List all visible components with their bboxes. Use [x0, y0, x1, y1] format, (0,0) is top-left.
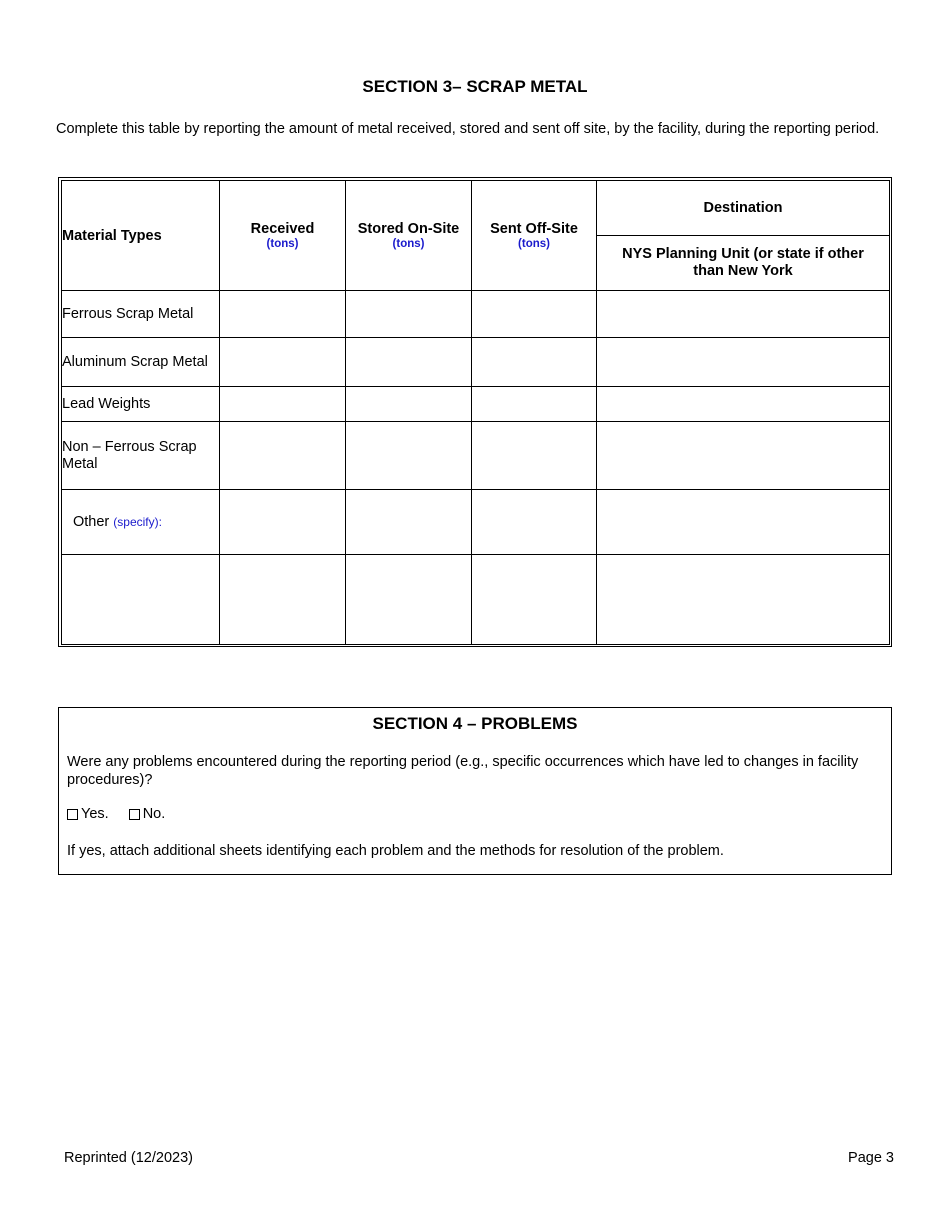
header-received-unit: (tons): [266, 238, 299, 250]
row-label-non-ferrous: Non – Ferrous Scrap Metal: [62, 422, 220, 490]
section4-title: SECTION 4 – PROBLEMS: [372, 714, 578, 733]
section4-note: If yes, attach additional sheets identifying each problem and the methods for resolution of the problem.: [67, 843, 724, 859]
header-sent: [472, 181, 597, 291]
ferrous-received-field[interactable]: [220, 291, 346, 338]
no-option[interactable]: [129, 806, 166, 822]
nonferrous-sent-field[interactable]: [472, 422, 597, 490]
header-material-types: Material Types: [62, 181, 220, 291]
other-specify-hint: (specify):: [113, 514, 162, 529]
extra-destination-field[interactable]: [597, 555, 890, 645]
other-destination-field[interactable]: [597, 490, 890, 555]
scrap-metal-table-frame: [58, 177, 892, 647]
table-row: [62, 490, 890, 555]
extra-sent-field[interactable]: [472, 555, 597, 645]
header-sent-label: Sent Off-Site: [490, 221, 578, 237]
row-label-other: [62, 490, 220, 555]
lead-received-field[interactable]: [220, 387, 346, 422]
header-stored-unit: (tons): [392, 238, 425, 250]
yes-label: Yes.: [81, 806, 109, 822]
table-row: [62, 555, 890, 645]
other-sent-field[interactable]: [472, 490, 597, 555]
problems-options: [67, 806, 185, 822]
section4-box: [58, 707, 892, 875]
extra-stored-field[interactable]: [346, 555, 472, 645]
yes-checkbox[interactable]: [67, 809, 78, 820]
row-label-ferrous: Ferrous Scrap Metal: [62, 291, 220, 338]
table-row: [62, 387, 890, 422]
aluminum-destination-field[interactable]: [597, 338, 890, 387]
lead-sent-field[interactable]: [472, 387, 597, 422]
aluminum-received-field[interactable]: [220, 338, 346, 387]
no-label: No.: [142, 806, 166, 822]
header-stored: [346, 181, 472, 291]
footer-page-number: Page 3: [848, 1150, 894, 1166]
scrap-metal-table: [61, 180, 890, 645]
ferrous-destination-field[interactable]: [597, 291, 890, 338]
yes-option[interactable]: [67, 806, 109, 822]
nonferrous-received-field[interactable]: [220, 422, 346, 490]
section4-question: Were any problems encountered during the reporting period (e.g., specific occurrences which have led to changes in facility procedures)?: [67, 754, 859, 788]
other-label: Other: [73, 513, 110, 530]
extra-received-field[interactable]: [220, 555, 346, 645]
row-label-lead: Lead Weights: [62, 387, 220, 422]
lead-destination-field[interactable]: [597, 387, 890, 422]
ferrous-sent-field[interactable]: [472, 291, 597, 338]
other-specify-field[interactable]: [62, 555, 220, 645]
header-sent-unit: (tons): [518, 238, 550, 250]
table-row: [62, 422, 890, 490]
footer-reprinted: Reprinted (12/2023): [64, 1150, 193, 1166]
aluminum-stored-field[interactable]: [346, 338, 472, 387]
header-stored-label: Stored On-Site: [357, 221, 460, 237]
other-received-field[interactable]: [220, 490, 346, 555]
table-row: [62, 338, 890, 387]
header-destination-sub: NYS Planning Unit (or state if other than New York: [597, 236, 890, 291]
row-label-aluminum: Aluminum Scrap Metal: [62, 338, 220, 387]
header-received: [220, 181, 346, 291]
nonferrous-destination-field[interactable]: [597, 422, 890, 490]
nonferrous-stored-field[interactable]: [346, 422, 472, 490]
lead-stored-field[interactable]: [346, 387, 472, 422]
header-received-label: Received: [250, 221, 315, 237]
other-stored-field[interactable]: [346, 490, 472, 555]
header-destination: Destination: [597, 181, 890, 236]
section3-title: SECTION 3– SCRAP METAL: [362, 77, 588, 96]
table-row: [62, 291, 890, 338]
ferrous-stored-field[interactable]: [346, 291, 472, 338]
no-checkbox[interactable]: [129, 809, 140, 820]
section3-instructions: Complete this table by reporting the amount of metal received, stored and sent off site, by the facility, during the reporting period.: [56, 121, 880, 137]
aluminum-sent-field[interactable]: [472, 338, 597, 387]
